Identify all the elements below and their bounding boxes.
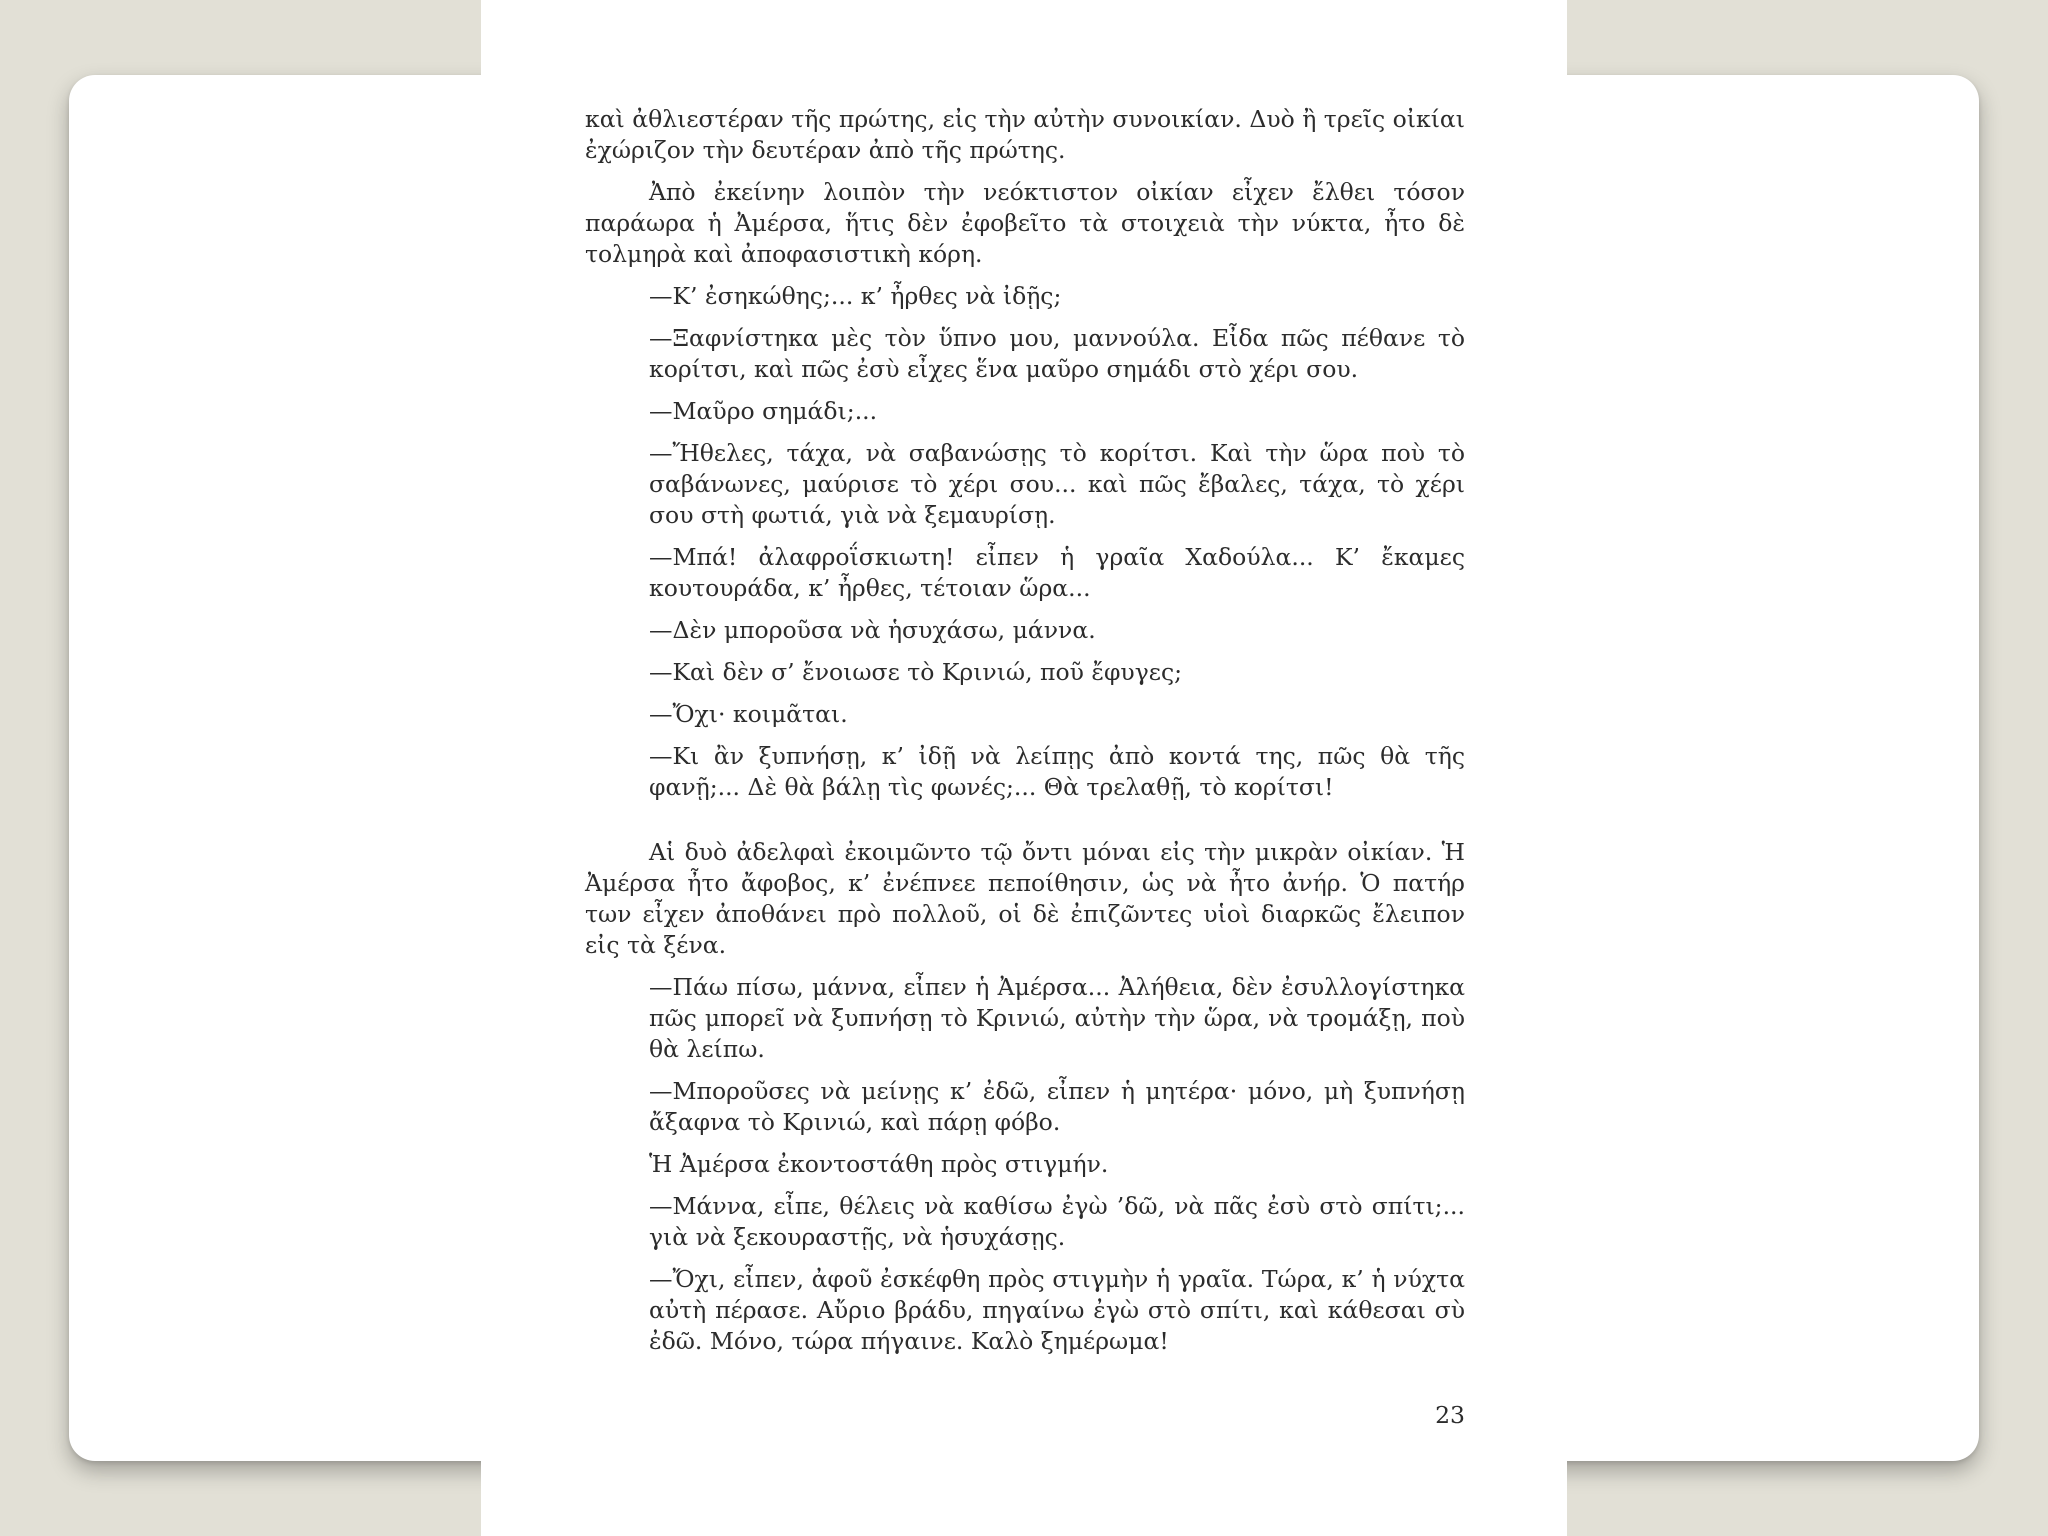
page-text: [585, 104, 1465, 1368]
dialogue-paragraph: —Ἤθελες, τάχα, νὰ σαβανώσῃς τὸ κορίτσι. Καὶ τὴν ὥρα ποὺ τὸ σαβάνωνες, μαύρισε τὸ χέρι σου... καὶ πῶς ἔβαλες, τάχα, τὸ χέρι σου στὴ φωτιά, γιὰ νὰ ξεμαυρίσῃ.: [649, 439, 1465, 529]
dialogue-paragraph: —Ὄχι, εἶπεν, ἀφοῦ ἐσκέφθη πρὸς στιγμὴν ἡ γραῖα. Τώρα, κ’ ἡ νύχτα αὐτὴ πέρασε. Αὔριο βράδυ, πηγαίνω ἐγὼ στὸ σπίτι, καὶ κάθεσαι σὺ ἐδῶ. Μόνο, τώρα πήγαινε. Καλὸ ξημέρωμα!: [649, 1265, 1465, 1355]
dialogue-paragraph: —Μαῦρο σημάδι;...: [649, 397, 878, 425]
page-number: 23: [1435, 1401, 1465, 1429]
narrative-paragraph: Αἱ δυὸ ἀδελφαὶ ἐκοιμῶντο τῷ ὄντι μόναι εἰς τὴν μικρὰν οἰκίαν. Ἡ Ἀμέρσα ἦτο ἄφοβος, κ’ ἐνέπνεε πεποίθησιν, ὡς νὰ ἦτο ἀνήρ. Ὁ πατήρ των εἶχεν ἀποθάνει πρὸ πολλοῦ, οἱ δὲ ἐπιζῶντες υἱοὶ διαρκῶς ἔλειπον εἰς τὰ ξένα.: [585, 838, 1465, 959]
narrative-paragraph: καὶ ἀθλιεστέραν τῆς πρώτης, εἰς τὴν αὐτὴν συνοικίαν. Δυὸ ἢ τρεῖς οἰκίαι ἐχώριζον τὴν δευτέραν ἀπὸ τῆς πρώτης.: [585, 105, 1465, 164]
dialogue-paragraph: —Δὲν μποροῦσα νὰ ἡσυχάσω, μάννα.: [649, 616, 1096, 644]
dialogue-paragraph: —Μπά! ἀλαφροΐσκιωτη! εἶπεν ἡ γραῖα Χαδούλα... Κ’ ἔκαμες κουτουράδα, κ’ ἦρθες, τέτοιαν ὥρα...: [649, 543, 1465, 602]
dialogue-paragraph: —Κ’ ἐσηκώθης;... κ’ ἦρθες νὰ ἰδῇς;: [649, 282, 1062, 310]
dialogue-paragraph: —Μποροῦσες νὰ μείνῃς κ’ ἐδῶ, εἶπεν ἡ μητέρα· μόνο, μὴ ξυπνήσῃ ἄξαφνα τὸ Κρινιώ, καὶ πάρῃ φόβο.: [649, 1077, 1465, 1136]
dialogue-paragraph: —Μάννα, εἶπε, θέλεις νὰ καθίσω ἐγὼ ’δῶ, νὰ πᾶς ἐσὺ στὸ σπίτι;... γιὰ νὰ ξεκουραστῇς, νὰ ἡσυχάσῃς.: [649, 1192, 1465, 1251]
dialogue-paragraph: —Καὶ δὲν σ’ ἔνοιωσε τὸ Κρινιώ, ποῦ ἔφυγες;: [649, 658, 1183, 686]
dialogue-paragraph: Ἡ Ἀμέρσα ἐκοντοστάθη πρὸς στιγμήν.: [649, 1150, 1109, 1178]
dialogue-paragraph: —Ξαφνίστηκα μὲς τὸν ὕπνο μου, μαννούλα. Εἶδα πῶς πέθανε τὸ κορίτσι, καὶ πῶς ἐσὺ εἶχες ἕνα μαῦρο σημάδι στὸ χέρι σου.: [649, 324, 1465, 383]
narrative-paragraph: Ἀπὸ ἐκείνην λοιπὸν τὴν νεόκτιστον οἰκίαν εἶχεν ἔλθει τόσον παράωρα ἡ Ἀμέρσα, ἥτις δὲν ἐφοβεῖτο τὰ στοιχειὰ τὴν νύκτα, ἦτο δὲ τολμηρὰ καὶ ἀποφασιστικὴ κόρη.: [585, 178, 1465, 268]
dialogue-paragraph: —Πάω πίσω, μάννα, εἶπεν ἡ Ἀμέρσα... Ἀλήθεια, δὲν ἐσυλλογίστηκα πῶς μπορεῖ νὰ ξυπνήσῃ τὸ Κρινιώ, αὐτὴν τὴν ὥρα, νὰ τρομάξῃ, ποὺ θὰ λείπω.: [649, 973, 1465, 1063]
document-page: [481, 0, 1567, 1536]
dialogue-paragraph: —Ὄχι· κοιμᾶται.: [649, 700, 848, 728]
dialogue-paragraph: —Κι ἂν ξυπνήσῃ, κ’ ἰδῇ νὰ λείπῃς ἀπὸ κοντά της, πῶς θὰ τῆς φανῇ;... Δὲ θὰ βάλῃ τὶς φωνές;... Θὰ τρελαθῇ, τὸ κορίτσι!: [649, 742, 1465, 801]
